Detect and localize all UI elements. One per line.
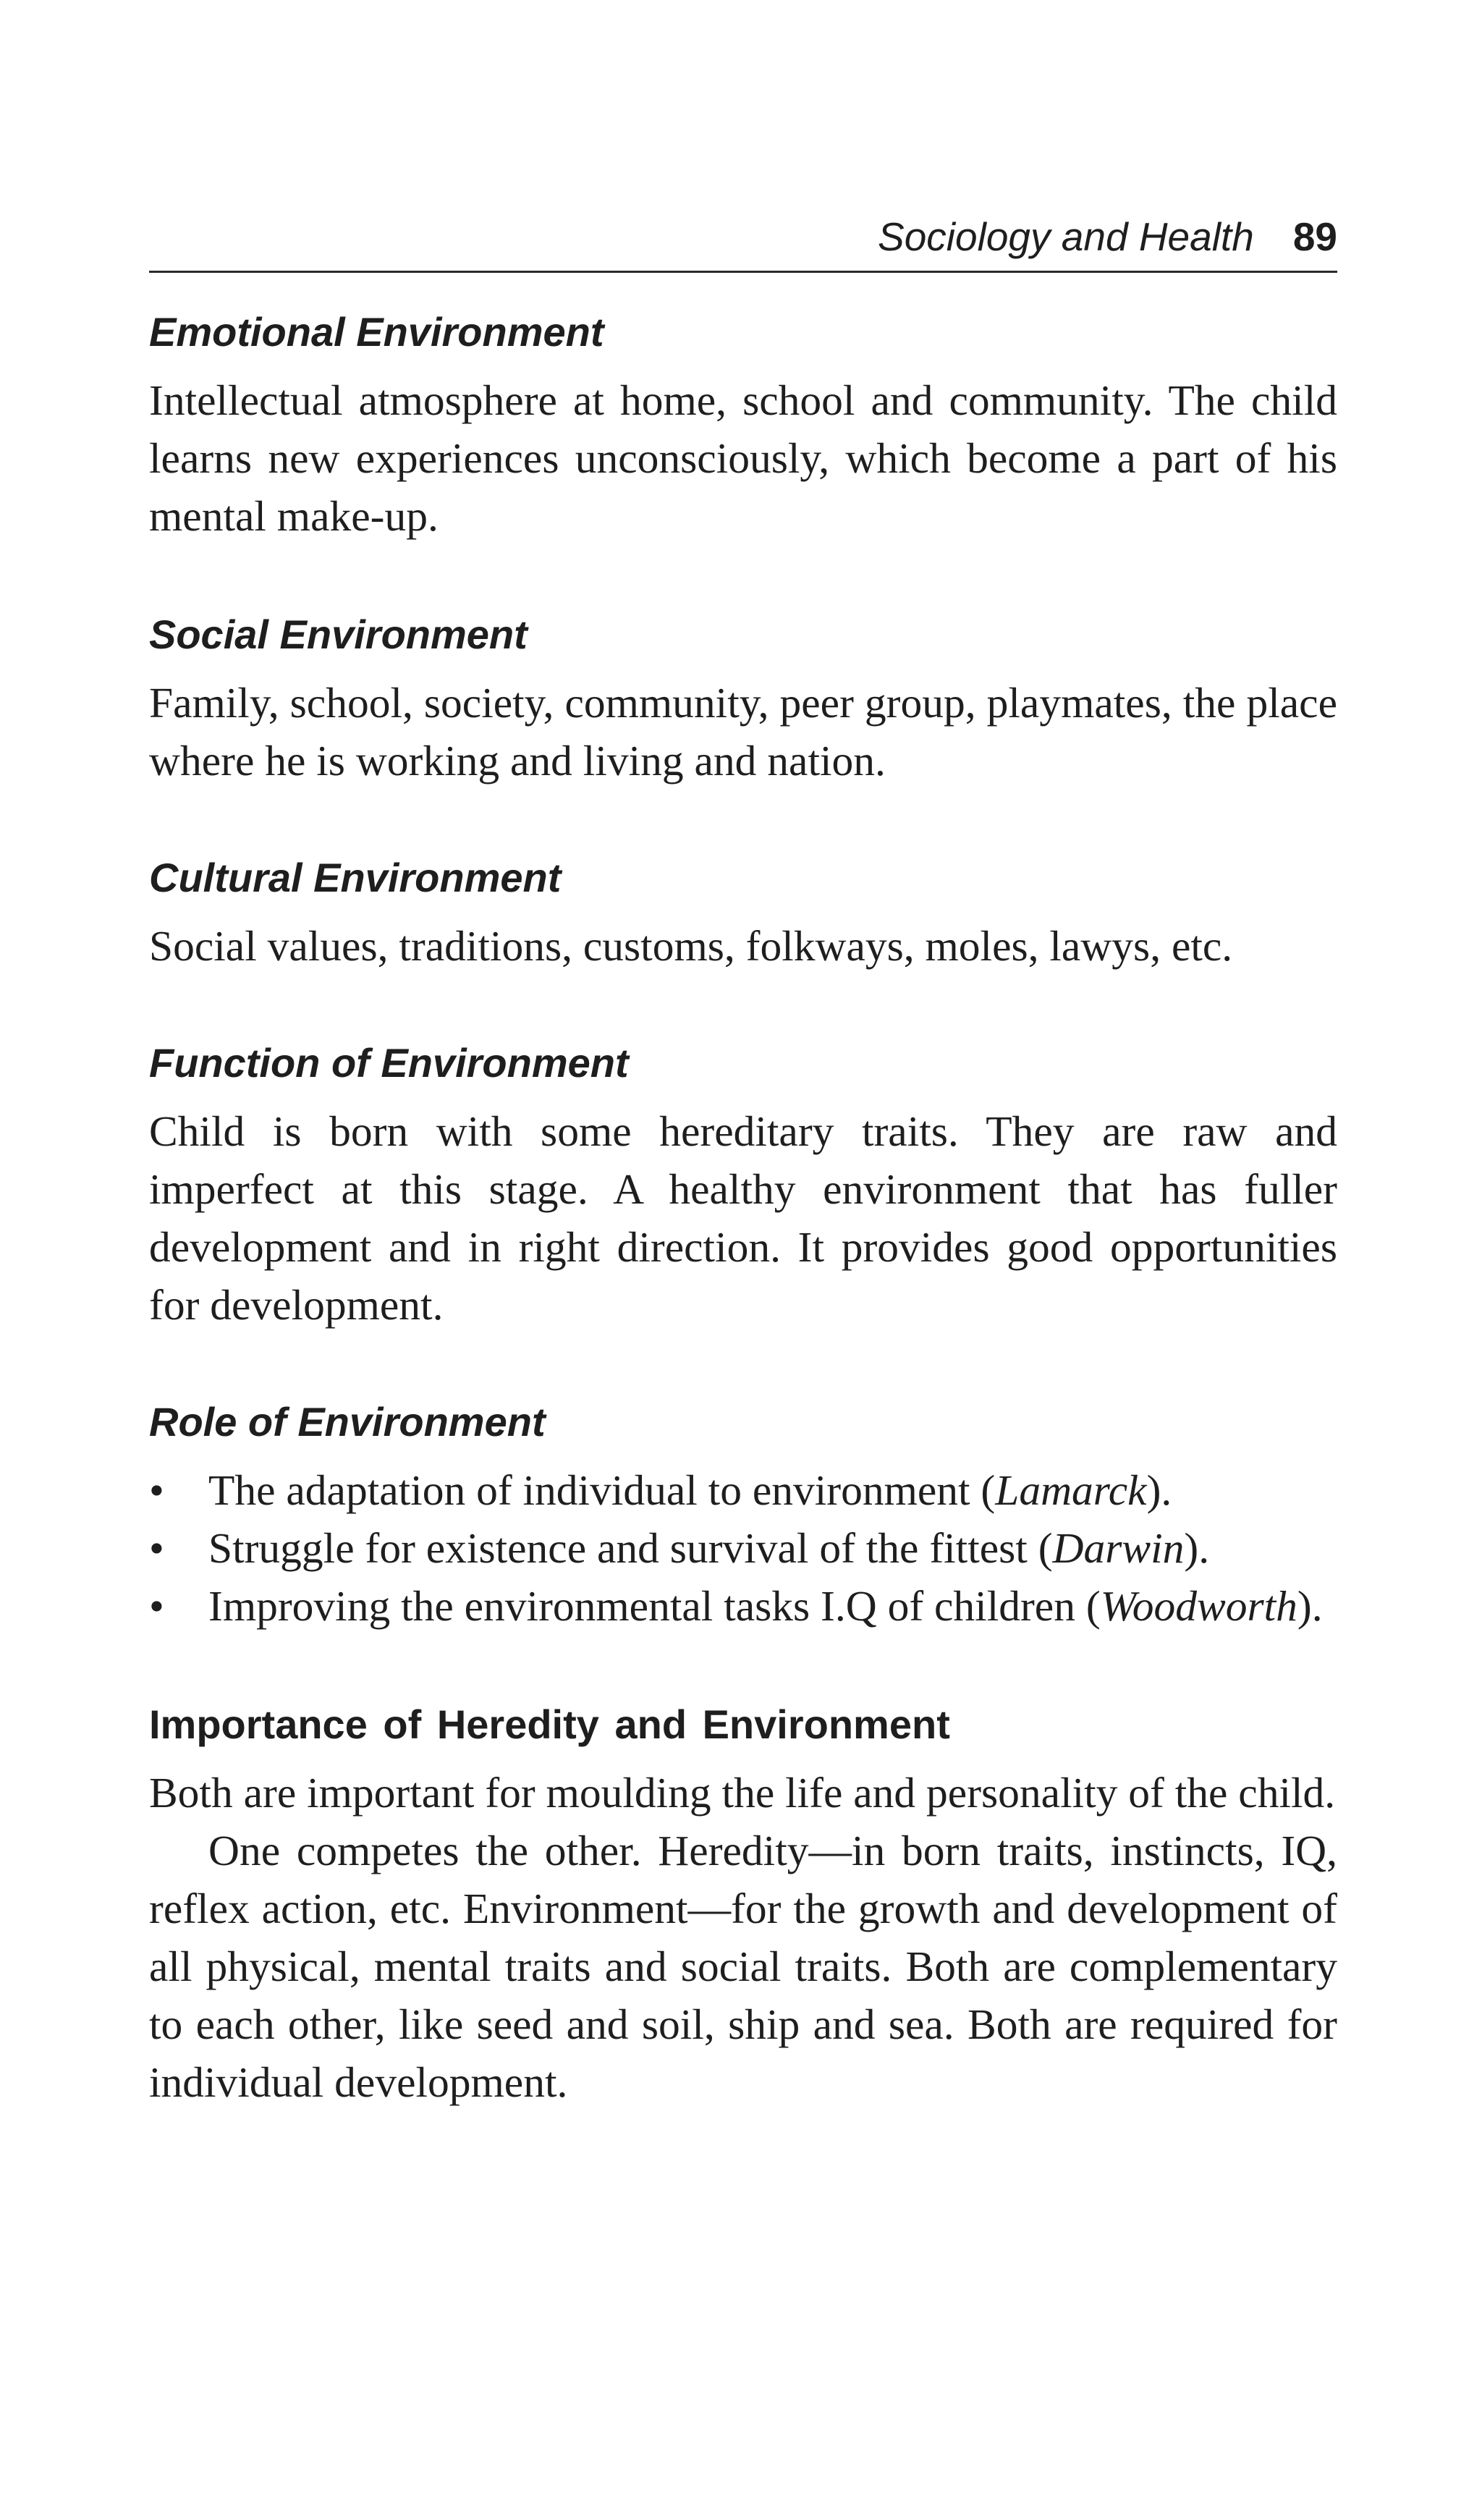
section-heading: Function of Environment — [149, 1040, 629, 1086]
section-cultural-environment — [149, 849, 1337, 975]
list-item — [149, 1519, 1337, 1577]
section-heading: Importance of Heredity and Environment — [149, 1701, 950, 1747]
list-item-author: Lamarck — [995, 1466, 1147, 1514]
section-heading: Cultural Environment — [149, 855, 562, 900]
spacer — [149, 545, 1337, 606]
list-item-text: Struggle for existence and survival of the fittest ( — [208, 1524, 1053, 1572]
section-emotional-environment — [149, 303, 1337, 545]
list-item — [149, 1577, 1337, 1635]
list-item-text: Improving the environmental tasks I.Q of children ( — [208, 1582, 1101, 1630]
bullet-icon: • — [149, 1466, 164, 1514]
list-item-tail: ). — [1297, 1582, 1323, 1630]
bullet-icon: • — [149, 1524, 164, 1572]
section-heading: Emotional Environment — [149, 309, 604, 355]
list-item — [149, 1461, 1337, 1519]
section-function-of-environment — [149, 1034, 1337, 1334]
section-paragraph: Intellectual atmosphere at home, school and community. The child learns new experiences unconsciously, which become a part of his mental make-up. — [149, 376, 1337, 540]
section-social-environment — [149, 606, 1337, 790]
section-paragraph: Family, school, society, community, peer group, playmates, the place where he is working and living and nation. — [149, 679, 1337, 785]
list-item-text: The adaptation of individual to environment ( — [208, 1466, 996, 1514]
page-number: 89 — [1292, 214, 1337, 259]
spacer — [149, 1635, 1337, 1696]
spacer — [149, 1334, 1337, 1393]
list-item-tail: ). — [1184, 1524, 1210, 1572]
section-importance — [149, 1696, 1337, 2111]
bullet-list — [149, 1461, 1337, 1635]
list-item-tail: ). — [1146, 1466, 1172, 1514]
spacer — [149, 790, 1337, 849]
section-paragraph: Social values, traditions, customs, folkways, moles, lawys, etc. — [149, 922, 1233, 970]
section-paragraph: One competes the other. Heredity—in born traits, instincts, IQ, reflex action, etc. Environment—for the growth and development of all physical, mental traits and social traits. Both are complementary to each other, like seed and soil, ship and sea. Both are required for individual development. — [149, 1827, 1337, 2106]
book-page — [149, 210, 1337, 2111]
running-head-title: Sociology and Health — [878, 214, 1254, 259]
section-paragraph: Both are important for moulding the life and personality of the child. — [149, 1769, 1336, 1817]
section-role-of-environment — [149, 1393, 1337, 1635]
section-paragraph: Child is born with some hereditary traits. They are raw and imperfect at this stage. A healthy environment that has fuller development and in right direction. It provides good opportunities for development. — [149, 1107, 1337, 1329]
section-heading: Social Environment — [149, 612, 528, 657]
bullet-icon: • — [149, 1582, 164, 1630]
list-item-author: Darwin — [1052, 1524, 1185, 1572]
running-head — [149, 210, 1337, 273]
section-heading: Role of Environment — [149, 1399, 546, 1445]
list-item-author: Woodworth — [1100, 1582, 1297, 1630]
spacer — [149, 975, 1337, 1034]
